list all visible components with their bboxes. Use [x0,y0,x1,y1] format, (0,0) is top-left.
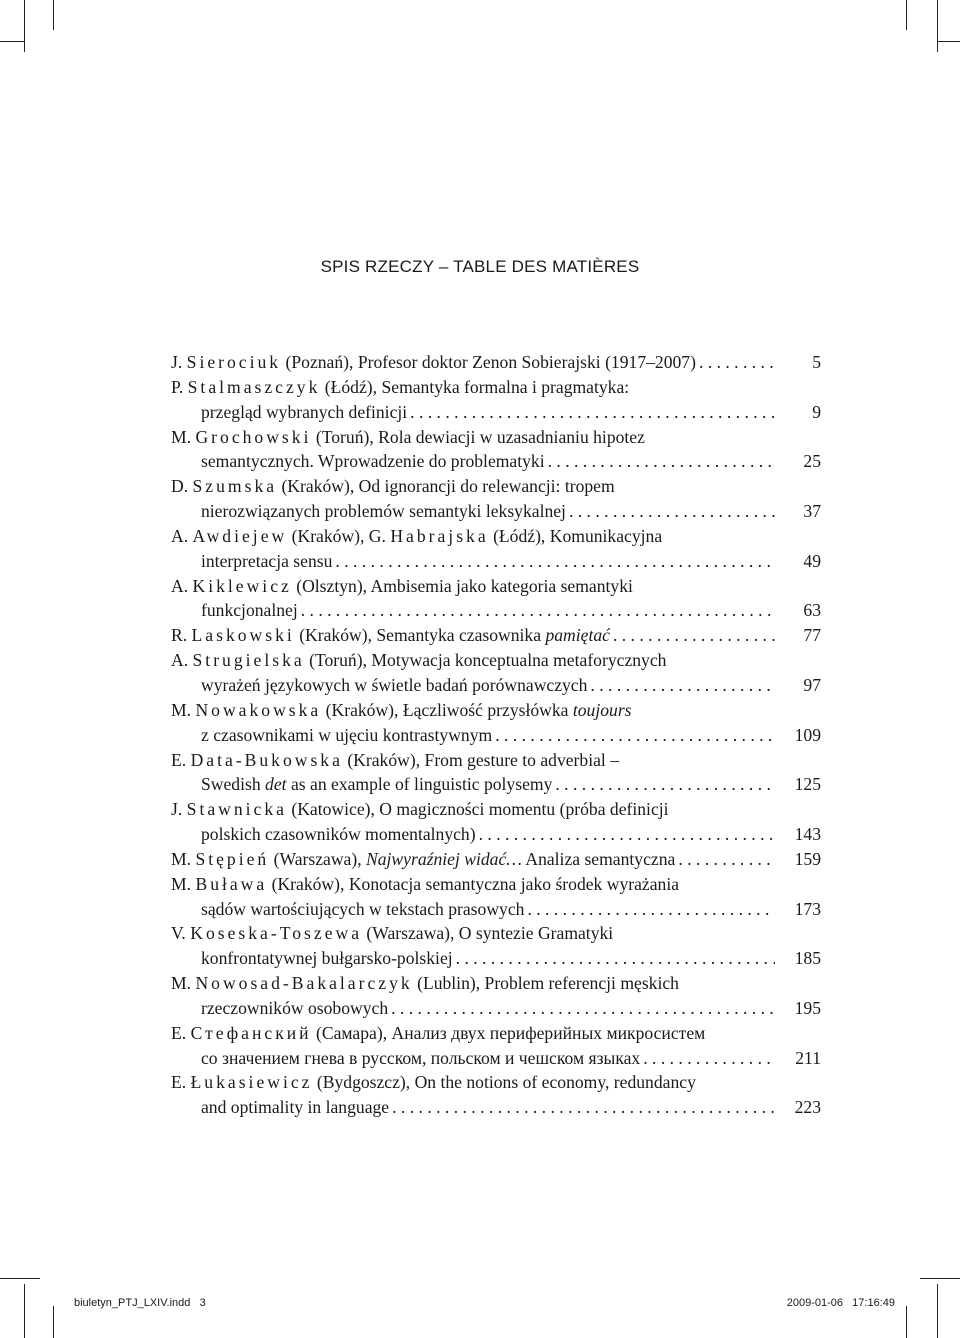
author-surname: Koseska-Toszewa [190,923,363,944]
leader-dots [476,822,775,847]
entry-title-continued: and optimality in language [201,1097,390,1118]
leader-dots [407,400,775,425]
footer-file-info [74,1297,206,1309]
toc-entry [171,648,821,698]
entry-title-continued: as an example of linguistic polysemy [290,774,553,795]
author-initial: M. [171,699,192,720]
page-number: 97 [803,674,821,695]
page-number: 109 [794,724,821,745]
author-affiliation: (Kraków), G. [291,525,386,546]
author-surname: Strugielska [192,650,305,671]
author-affiliation: (Warszawa), [273,848,362,869]
crop-mark-bottom-right-vertical [937,1284,938,1338]
footer-timestamp [787,1297,895,1309]
entry-title: Profesor doktor Zenon Sobierajski (1917–2007) [357,352,696,372]
entry-title: Konotacja semantyczna jako środek wyrażania [348,873,680,894]
author-initial: Е. [171,1022,187,1043]
entry-title-continued: semantycznych. Wprowadzenie do problematyki [201,451,545,472]
leader-dots [587,673,775,698]
leader-dots [566,499,775,524]
leader-dots [640,1046,775,1071]
page-number: 211 [795,1047,821,1068]
author-affiliation: (Kraków), [325,699,399,720]
author-initial: A. [171,650,189,671]
page-number: 25 [803,451,821,472]
author-affiliation: (Poznań), [285,352,354,372]
leader-dots [552,772,775,797]
toc-entry [171,971,821,1021]
toc-entry [171,574,821,624]
leader-dots [545,449,775,474]
author-initial: M. [171,426,192,447]
author-surname: Stępień [195,848,270,869]
entry-title-italic: toujours [572,699,632,720]
author-initial: M. [171,973,192,994]
author-affiliation: (Kraków), [299,625,372,646]
author-surname: Nowosad-Bakalarczyk [195,973,413,994]
entry-title: Ambisemia jako kategoria semantyki [370,575,633,596]
page-number: 185 [794,948,821,969]
leader-dots [675,847,775,872]
page-number: 173 [794,898,821,919]
page-number: 37 [803,501,821,522]
crop-mark-top-right-horizontal [937,41,960,42]
entry-title-italic: Najwyraźniej widać… [366,848,522,869]
author-surname-second: Habrajska [390,525,489,546]
author-affiliation: (Warszawa), [366,923,455,944]
toc-entry [171,524,821,574]
toc-entry [171,375,821,425]
page-number: 5 [812,352,821,372]
author-surname: Nowakowska [195,699,322,720]
entry-title: Analiza semantyczna [525,848,676,869]
entry-title: Semantyka formalna i pragmatyka: [381,376,630,397]
author-affiliation: (Kraków), [347,749,421,770]
crop-mark-top-right-vertical [937,0,938,52]
author-surname: Stalmaszczyk [187,376,321,397]
entry-title: Motywacja konceptualna metaforycznych [371,650,667,671]
page-number: 195 [794,997,821,1018]
author-initial: M. [171,848,192,869]
author-surname: Grochowski [195,426,312,447]
toc-entry [171,872,821,922]
author-initial: A. [171,575,189,596]
author-affiliation: (Olsztyn), [296,575,368,596]
entry-title-italic: pamiętać [545,625,610,646]
leader-dots [696,350,775,375]
toc-entry [171,921,821,971]
entry-title-continued: Swedish [201,774,261,795]
entry-title: Semantyka czasownika [376,625,542,646]
toc-entry [171,797,821,847]
author-initial: R. [171,625,188,646]
leader-dots [610,623,775,648]
crop-mark-top-right-inner [906,0,907,30]
crop-mark-top-left-vertical [24,0,25,52]
entry-title: O syntezie Gramatyki [458,923,614,944]
page-number: 159 [794,848,821,869]
author-surname: Стефанский [190,1022,312,1043]
entry-title-continued: nierozwiązanych problemów semantyki leksykalnej [201,501,566,522]
toc-entry [171,474,821,524]
author-initial: V. [171,923,186,944]
crop-mark-bottom-right-horizontal [920,1278,960,1279]
author-surname: Sierociuk [186,352,282,372]
author-affiliation: (Lublin), [417,973,481,994]
entry-title: Komunikacyjna [549,525,663,546]
author-initial: P. [171,376,184,397]
entry-title-continued: z czasownikami w ujęciu kontrastywnym [201,724,493,745]
footer-date: 2009-01-06 [786,1297,843,1309]
author-affiliation: (Bydgoszcz), [316,1072,411,1093]
author-initial: E. [171,749,187,770]
author-initial: D. [171,476,189,497]
toc-entry [171,1021,821,1071]
toc-entry [171,350,821,375]
author-surname: Laskowski [191,625,295,646]
author-surname: Buława [195,873,268,894]
page-number: 77 [803,625,821,646]
page-title: SPIS RZECZY – TABLE DES MATIÈRES [320,257,640,276]
author-initial: J. [171,352,183,372]
leader-dots [524,897,775,922]
crop-mark-bottom-right-inner [906,1306,907,1338]
page-number: 9 [812,401,821,422]
page-number: 63 [803,600,821,621]
toc-entry [171,748,821,798]
author-affiliation-second: (Łódź), [493,525,546,546]
entry-title: On the notions of economy, redundancy [414,1072,696,1093]
entry-title-continued: polskich czasowników momentalnych) [201,824,476,845]
leader-dots [453,946,775,971]
leader-dots [388,996,775,1021]
crop-mark-top-left-horizontal [0,41,24,42]
author-affiliation: (Toruń), [309,650,367,671]
author-affiliation: (Łódź), [324,376,378,397]
entry-title: Od ignorancji do relewancji: tropem [358,476,615,497]
crop-mark-top-left-inner [53,0,54,30]
toc-entry [171,698,821,748]
page-number: 223 [794,1097,821,1118]
toc-entry [171,1070,821,1120]
footer-filename: biuletyn_PTJ_LXIV.indd [74,1297,191,1309]
leader-dots [332,549,775,574]
author-surname: Kiklewicz [192,575,292,596]
entry-title: Rola dewiacji w uzasadnianiu hipotez [378,426,645,447]
entry-title: Анализ двух периферийных микросистем [391,1022,706,1043]
entry-title-continued: interpretacja sensu [201,550,333,571]
leader-dots [389,1095,775,1120]
entry-title-continued: przegląd wybranych definicji [201,401,408,422]
entry-title-continued: funkcjonalnej [201,600,298,621]
entry-title: O magiczności momentu (próba definicji [379,799,669,820]
author-surname: Szumska [192,476,278,497]
crop-mark-bottom-left-horizontal [0,1278,40,1279]
entry-title: Łączliwość przysłówka [402,699,569,720]
author-initial: E. [171,1072,187,1093]
table-of-contents [171,350,821,1120]
author-affiliation: (Katowice), [291,799,375,820]
author-affiliation: (Toruń), [315,426,374,447]
author-affiliation: (Kraków), [271,873,345,894]
page-number: 143 [794,824,821,845]
crop-mark-bottom-left-inner [53,1306,54,1338]
entry-title-continued: rzeczowników osobowych [201,997,389,1018]
entry-title-continued: sądów wartościujących w tekstach prasowych [201,898,525,919]
entry-title: Problem referencji męskich [484,973,679,994]
entry-title-continued: konfrontatywnej bułgarsko-polskiej [201,948,453,969]
footer-page-number: 3 [199,1297,206,1309]
author-surname: Awdiejew [192,525,288,546]
page-number: 125 [794,774,821,795]
entry-title-italic: det [265,774,287,795]
author-initial: J. [171,799,183,820]
footer-time: 17:16:49 [852,1297,895,1309]
leader-dots [298,598,775,623]
page-number: 49 [803,550,821,571]
author-surname: Stawnicka [186,799,287,820]
author-affiliation: (Самара), [316,1022,388,1043]
entry-title-continued: со значением гнева в русском, польском и чешском языках [201,1047,641,1068]
entry-title-continued: wyrażeń językowych w świetle badań porównawczych [201,674,588,695]
entry-title: From gesture to adverbial – [424,749,619,770]
author-initial: A. [171,525,189,546]
toc-entry [171,623,821,648]
toc-entry [171,847,821,872]
author-surname: Łukasiewicz [190,1072,313,1093]
author-initial: M. [171,873,192,894]
crop-mark-bottom-left-vertical [24,1284,25,1338]
author-surname: Data-Bukowska [190,749,343,770]
toc-entry [171,425,821,475]
leader-dots [492,723,775,748]
author-affiliation: (Kraków), [281,476,355,497]
